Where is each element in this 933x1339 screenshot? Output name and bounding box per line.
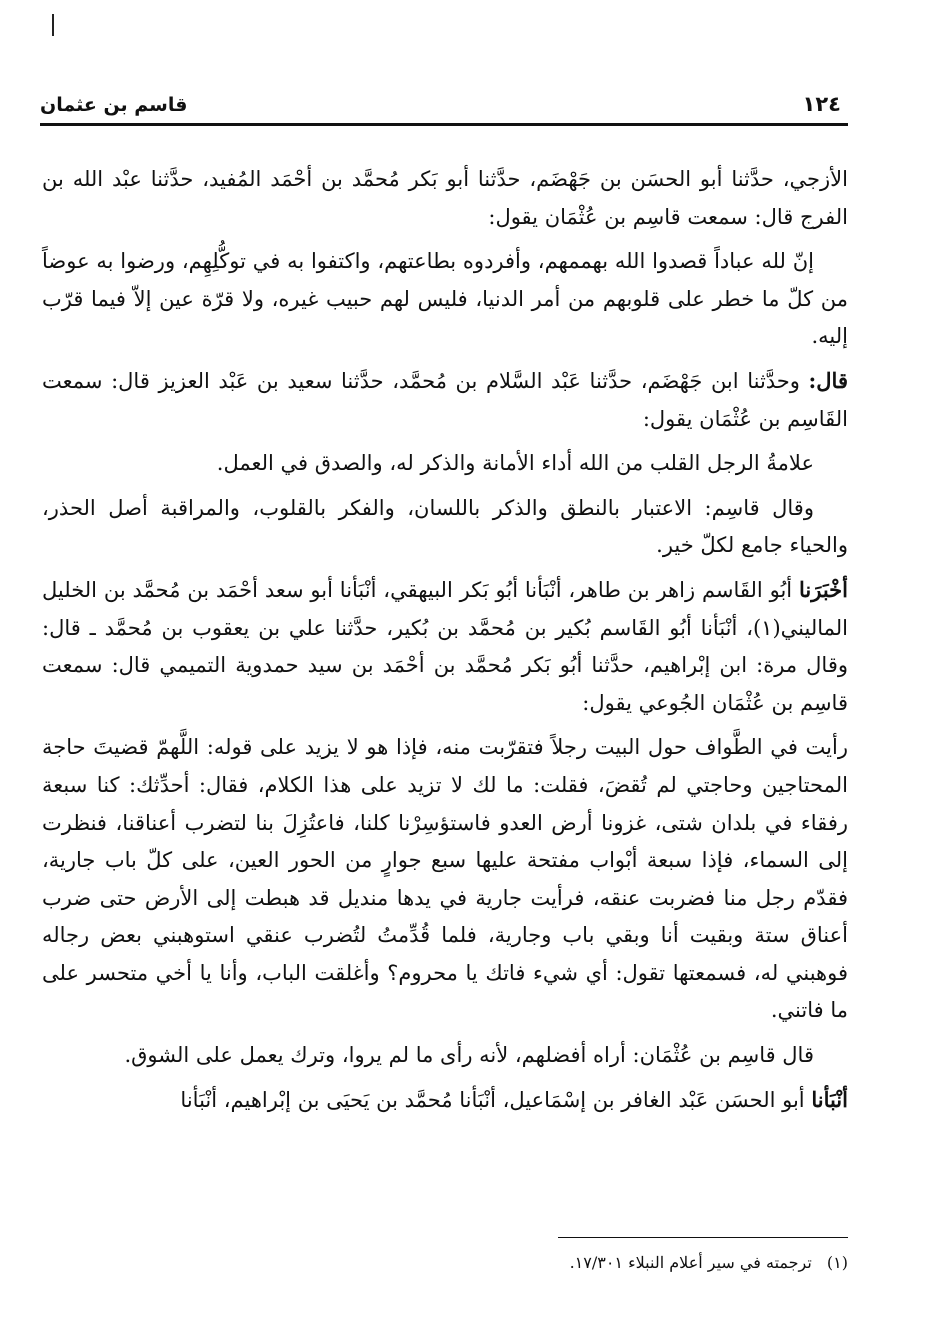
paragraph: أخْبَرَنا أبُو القَاسم زاهر بن طاهر، أنْبَأنا أبُو بَكر البيهقي، أنْبَأنا أبو سعد أحْمَد بن مُحمَّد بن الخليل الماليني(١)، أنْبَأنا أبُو القَاسم بُكير بن مُحمَّد بن بُكير، حدَّثنا علي بن يعقوب بن مُحمَّد ـ قال: وقال مرة: ابن إبْراهيم، حدَّثنا أبُو بَكر مُحمَّد بن أحْمَد بن سيد حمدوية التميمي قال: سمعت قاسِم بن عُثْمَان الجُوعي يقول:: [42, 576, 848, 715]
paragraph: إنّ لله عباداً قصدوا الله بهممهم، وأفردوه بطاعتهم، واكتفوا به في توكُّلِهِم، ورضوا به عوضاً من كلّ ما خطر على قلوبهم من أمر الدنيا، فليس لهم حبيب غيره، ولا قرّة عين إلاّ فيما قرّب إليه.: [42, 249, 848, 349]
paragraph-lead: أخْبَرَنا: [799, 576, 848, 602]
paragraph-lead: قال:: [808, 367, 848, 393]
header-rule: [40, 123, 848, 126]
footnote: [400, 1253, 848, 1272]
paragraph-lead: أنْبَأنا: [811, 1086, 848, 1112]
running-title: قاسم بن عثمان: [40, 94, 188, 116]
page-header: [40, 82, 841, 116]
paragraph: الأزجي، حدَّثنا أبو الحسَن بن جَهْضَم، حدَّثنا أبو بَكر مُحمَّد بن أحْمَد المُفيد، حدَّثنا عبْد الله بن الفرج قال: سمعت قاسِم بن عُثْمَان يقول:: [42, 167, 848, 229]
footnote-text: ترجمته في سير أعلام النبلاء ١٧/٣٠١.: [569, 1253, 812, 1272]
margin-mark: [52, 14, 54, 36]
paragraph: أنْبَأنا أبو الحسَن عَبْد الغافر بن إسْمَاعيل، أنْبَأنا مُحمَّد بن يَحيَى بن إبْراهيم، أنْبَأنا: [180, 1086, 848, 1112]
footnote-rule: [558, 1237, 848, 1238]
paragraph: قال: وحدَّثنا ابن جَهْضَم، حدَّثنا عَبْد السَّلام بن مُحمَّد، حدَّثنا سعيد بن عَبْد العزيز قال: سمعت القَاسِم بن عُثْمَان يقول:: [42, 367, 848, 431]
paragraph: علامةُ الرجل القلب من الله أداء الأمانة والذكر له، والصدق في العمل.: [216, 451, 814, 476]
paragraph: رأيت في الطَّواف حول البيت رجلاً فتقرّبت منه، فإذا هو لا يزيد على قوله: اللَّهمّ قضيتَ حاجة المحتاجين وحاجتي لم تُقضَ، فقلت: ما لك لا تزيد على هذا الكلام، فقال: أحدِّثك: كنا سبعة رفقاء في بلدان شتى، غزونا أرض العدو فاستؤسِرْنا كلنا، فاعتُزِلَ بنا لتضرب أعناقنا، فنظرت إلى السماء، فإذا سبعة أبْواب مفتحة عليها سبع جوارٍ من الحور العين، على كلّ باب جارية، فقدّم رجل منا فضربت عنقه، فرأيت جارية في يدها منديل قد هبطت إلى الأرض حتى ضرب أعناق ستة وبقيت أنا وبقي باب وجارية، فلما قُدِّمتُ لتُضرب عنقي استوهبني بعض رجاله فوهبني له، فسمعتها تقول: أي شيء فاتك يا محروم؟ وأغلقت الباب، وأنا يا أخي متحسر على ما فاتني.: [42, 735, 848, 1023]
main-text: [42, 160, 848, 1125]
footnote-number: (١): [826, 1253, 848, 1272]
page-number: ١٢٤: [802, 92, 841, 116]
paragraph: وقال قاسِم: الاعتبار بالنطق والذكر باللسان، والفكر بالقلوب، والمراقبة أصل الحذر، والحياء جامع لكلّ خير.: [42, 495, 848, 558]
paragraph: قال قاسِم بن عُثْمَان: أراه أفضلهم، لأنه رأى ما لم يروا، وترك يعمل على الشوق.: [124, 1043, 814, 1068]
